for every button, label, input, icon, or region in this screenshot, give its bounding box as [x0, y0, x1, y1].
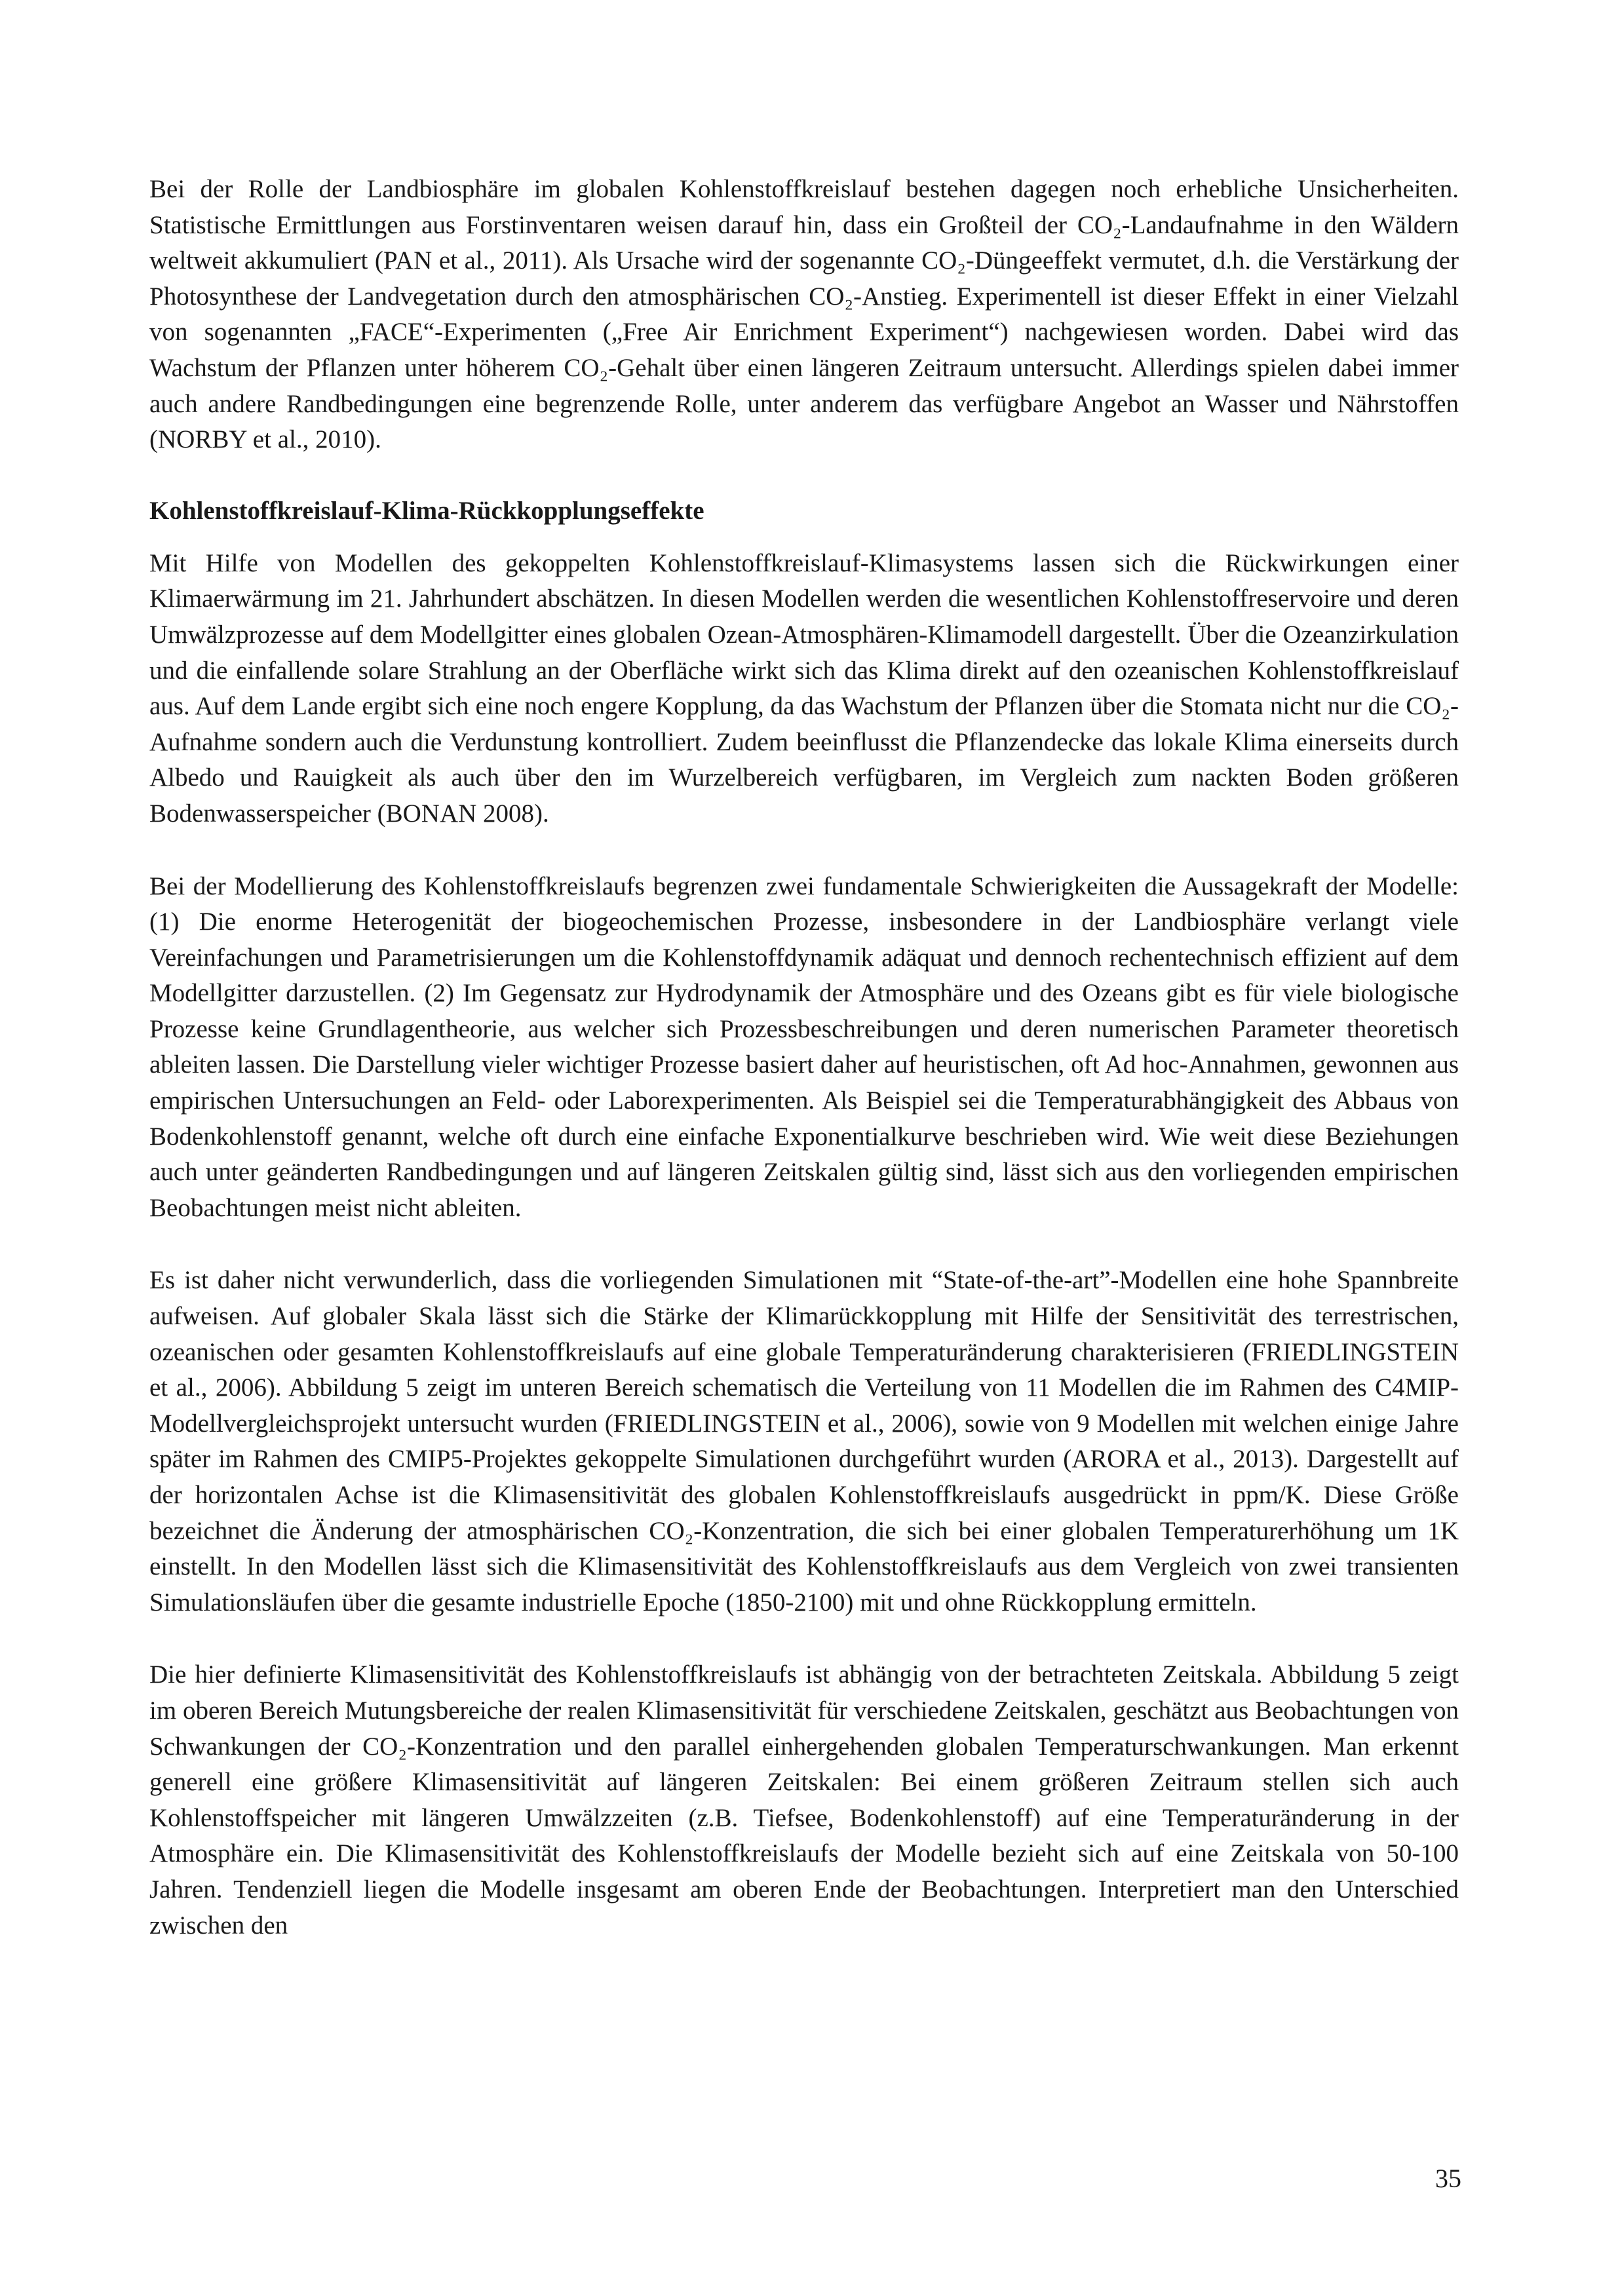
- paragraph-coupled-models: Mit Hilfe von Modellen des gekoppelten Kohlenstoffkreislauf-Klimasystems lassen sich die Rückwirkungen einer Klimaerwärmung im 21. Jahrhundert abschätzen. In diesen Modellen werden die wesentlichen Kohlenstoffreservoire und deren Umwälzprozesse auf dem Modellgitter eines globalen Ozean-Atmosphären-Klimamodell dargestellt. Über die Ozeanzirkulation und die einfallende solare Strahlung an der Oberfläche wirkt sich das Klima direkt auf den ozeanischen Kohlenstoffkreislauf aus. Auf dem Lande ergibt sich eine noch engere Kopplung, da das Wachstum der Pflanzen über die Stomata nicht nur die CO₂-Aufnahme sondern auch die Verdunstung kontrolliert. Zudem beeinflusst die Pflanzendecke das lokale Klima einerseits durch Albedo und Rauigkeit als auch über den im Wurzelbereich verfügbaren, im Vergleich zum nackten Boden größeren Bodenwasserspeicher (BONAN 2008).: [149, 548, 1459, 828]
- document-page: [149, 172, 1459, 1943]
- paragraph-simulation-spread: Es ist daher nicht verwunderlich, dass die vorliegenden Simulationen mit “State-of-the-art”-Modellen eine hohe Spannbreite aufweisen. Auf globaler Skala lässt sich die Stärke der Klimarückkopplung mit Hilfe der Sensitivität des terrestrischen, ozeanischen oder gesamten Kohlenstoffkreislaufs auf eine globale Temperaturänderung charakterisieren (FRIEDLINGSTEIN et al., 2006). Abbildung 5 zeigt im unteren Bereich schematisch die Verteilung von 11 Modellen die im Rahmen des C4MIP-Modellvergleichsprojekt untersucht wurden (FRIEDLINGSTEIN et al., 2006), sowie von 9 Modellen mit welchen einige Jahre später im Rahmen des CMIP5-Projektes gekoppelte Simulationen durchgeführt wurden (ARORA et al., 2013). Dargestellt auf der horizontalen Achse ist die Klimasensitivität des globalen Kohlenstoffkreislaufs ausgedrückt in ppm/K. Diese Größe bezeichnet die Änderung der atmosphärischen CO₂-Konzentration, die sich bei einer globalen Temperaturerhöhung um 1K einstellt. In den Modellen lässt sich die Klimasensitivität des Kohlenstoffkreislaufs aus dem Vergleich von zwei transienten Simulationsläufen über die gesamte industrielle Epoche (1850-2100) mit und ohne Rückkopplung ermitteln.: [149, 1266, 1459, 1617]
- page-number: 35: [1435, 2164, 1461, 2193]
- paragraph-climate-sensitivity: Die hier definierte Klimasensitivität des Kohlenstoffkreislaufs ist abhängig von der betrachteten Zeitskala. Abbildung 5 zeigt im oberen Bereich Mutungsbereiche der realen Klimasensitivität für verschiedene Zeitskalen, geschätzt aus Beobachtungen von Schwankungen der CO₂-Konzentration und den parallel einhergehenden globalen Temperaturschwankungen. Man erkennt generell eine größere Klimasensitivität auf längeren Zeitskalen: Bei einem größeren Zeitraum stellen sich auch Kohlenstoffspeicher mit längeren Umwälzzeiten (z.B. Tiefsee, Bodenkohlenstoff) auf eine Temperaturänderung in der Atmosphäre ein. Die Klimasensitivität des Kohlenstoffkreislaufs der Modelle bezieht sich auf eine Zeitskala von 50-100 Jahren. Tendenziell liegen die Modelle insgesamt am oberen Ende der Beobachtungen. Interpretiert man den Unterschied zwischen den: [149, 1660, 1459, 1940]
- paragraph-modelling-difficulties: Bei der Modellierung des Kohlenstoffkreislaufs begrenzen zwei fundamentale Schwierigkeiten die Aussagekraft der Modelle: (1) Die enorme Heterogenität der biogeochemischen Prozesse, insbesondere in der Landbiosphäre verlangt viele Vereinfachungen und Parametrisierungen um die Kohlenstoffdynamik adäquat und dennoch rechentechnisch effizient auf dem Modellgitter darzustellen. (2) Im Gegensatz zur Hydrodynamik der Atmosphäre und des Ozeans gibt es für viele biologische Prozesse keine Grundlagentheorie, aus welcher sich Prozessbeschreibungen und deren numerischen Parameter theoretisch ableiten lassen. Die Darstellung vieler wichtiger Prozesse basiert daher auf heuristischen, oft Ad hoc-Annahmen, gewonnen aus empirischen Untersuchungen an Feld- oder Laborexperimenten. Als Beispiel sei die Temperaturabhängigkeit des Abbaus von Bodenkohlenstoff genannt, welche oft durch eine einfache Exponentialkurve beschrieben wird. Wie weit diese Beziehungen auch unter geänderten Randbedingungen und auf längeren Zeitskalen gültig sind, lässt sich aus den vorliegenden empirischen Beobachtungen meist nicht ableiten.: [149, 871, 1459, 1222]
- section-heading: Kohlenstoffkreislauf-Klima-Rückkopplungseffekte: [149, 496, 704, 525]
- paragraph-landbiosphere: Bei der Rolle der Landbiosphäre im globalen Kohlenstoffkreislauf bestehen dagegen noch erhebliche Unsicherheiten. Statistische Ermittlungen aus Forstinventaren weisen darauf hin, dass ein Großteil der CO₂-Landaufnahme in den Wäldern weltweit akkumuliert (PAN et al., 2011). Als Ursache wird der sogenannte CO₂-Düngeeffekt vermutet, d.h. die Verstärkung der Photosynthese der Landvegetation durch den atmosphärischen CO₂-Anstieg. Experimentell ist dieser Effekt in einer Vielzahl von sogenannten „FACE“-Experimenten („Free Air Enrichment Experiment“) nachgewiesen worden. Dabei wird das Wachstum der Pflanzen unter höherem CO₂-Gehalt über einen längeren Zeitraum untersucht. Allerdings spielen dabei immer auch andere Randbedingungen eine begrenzende Rolle, unter anderem das verfügbare Angebot an Wasser und Nährstoffen (NORBY et al., 2010).: [149, 175, 1459, 454]
